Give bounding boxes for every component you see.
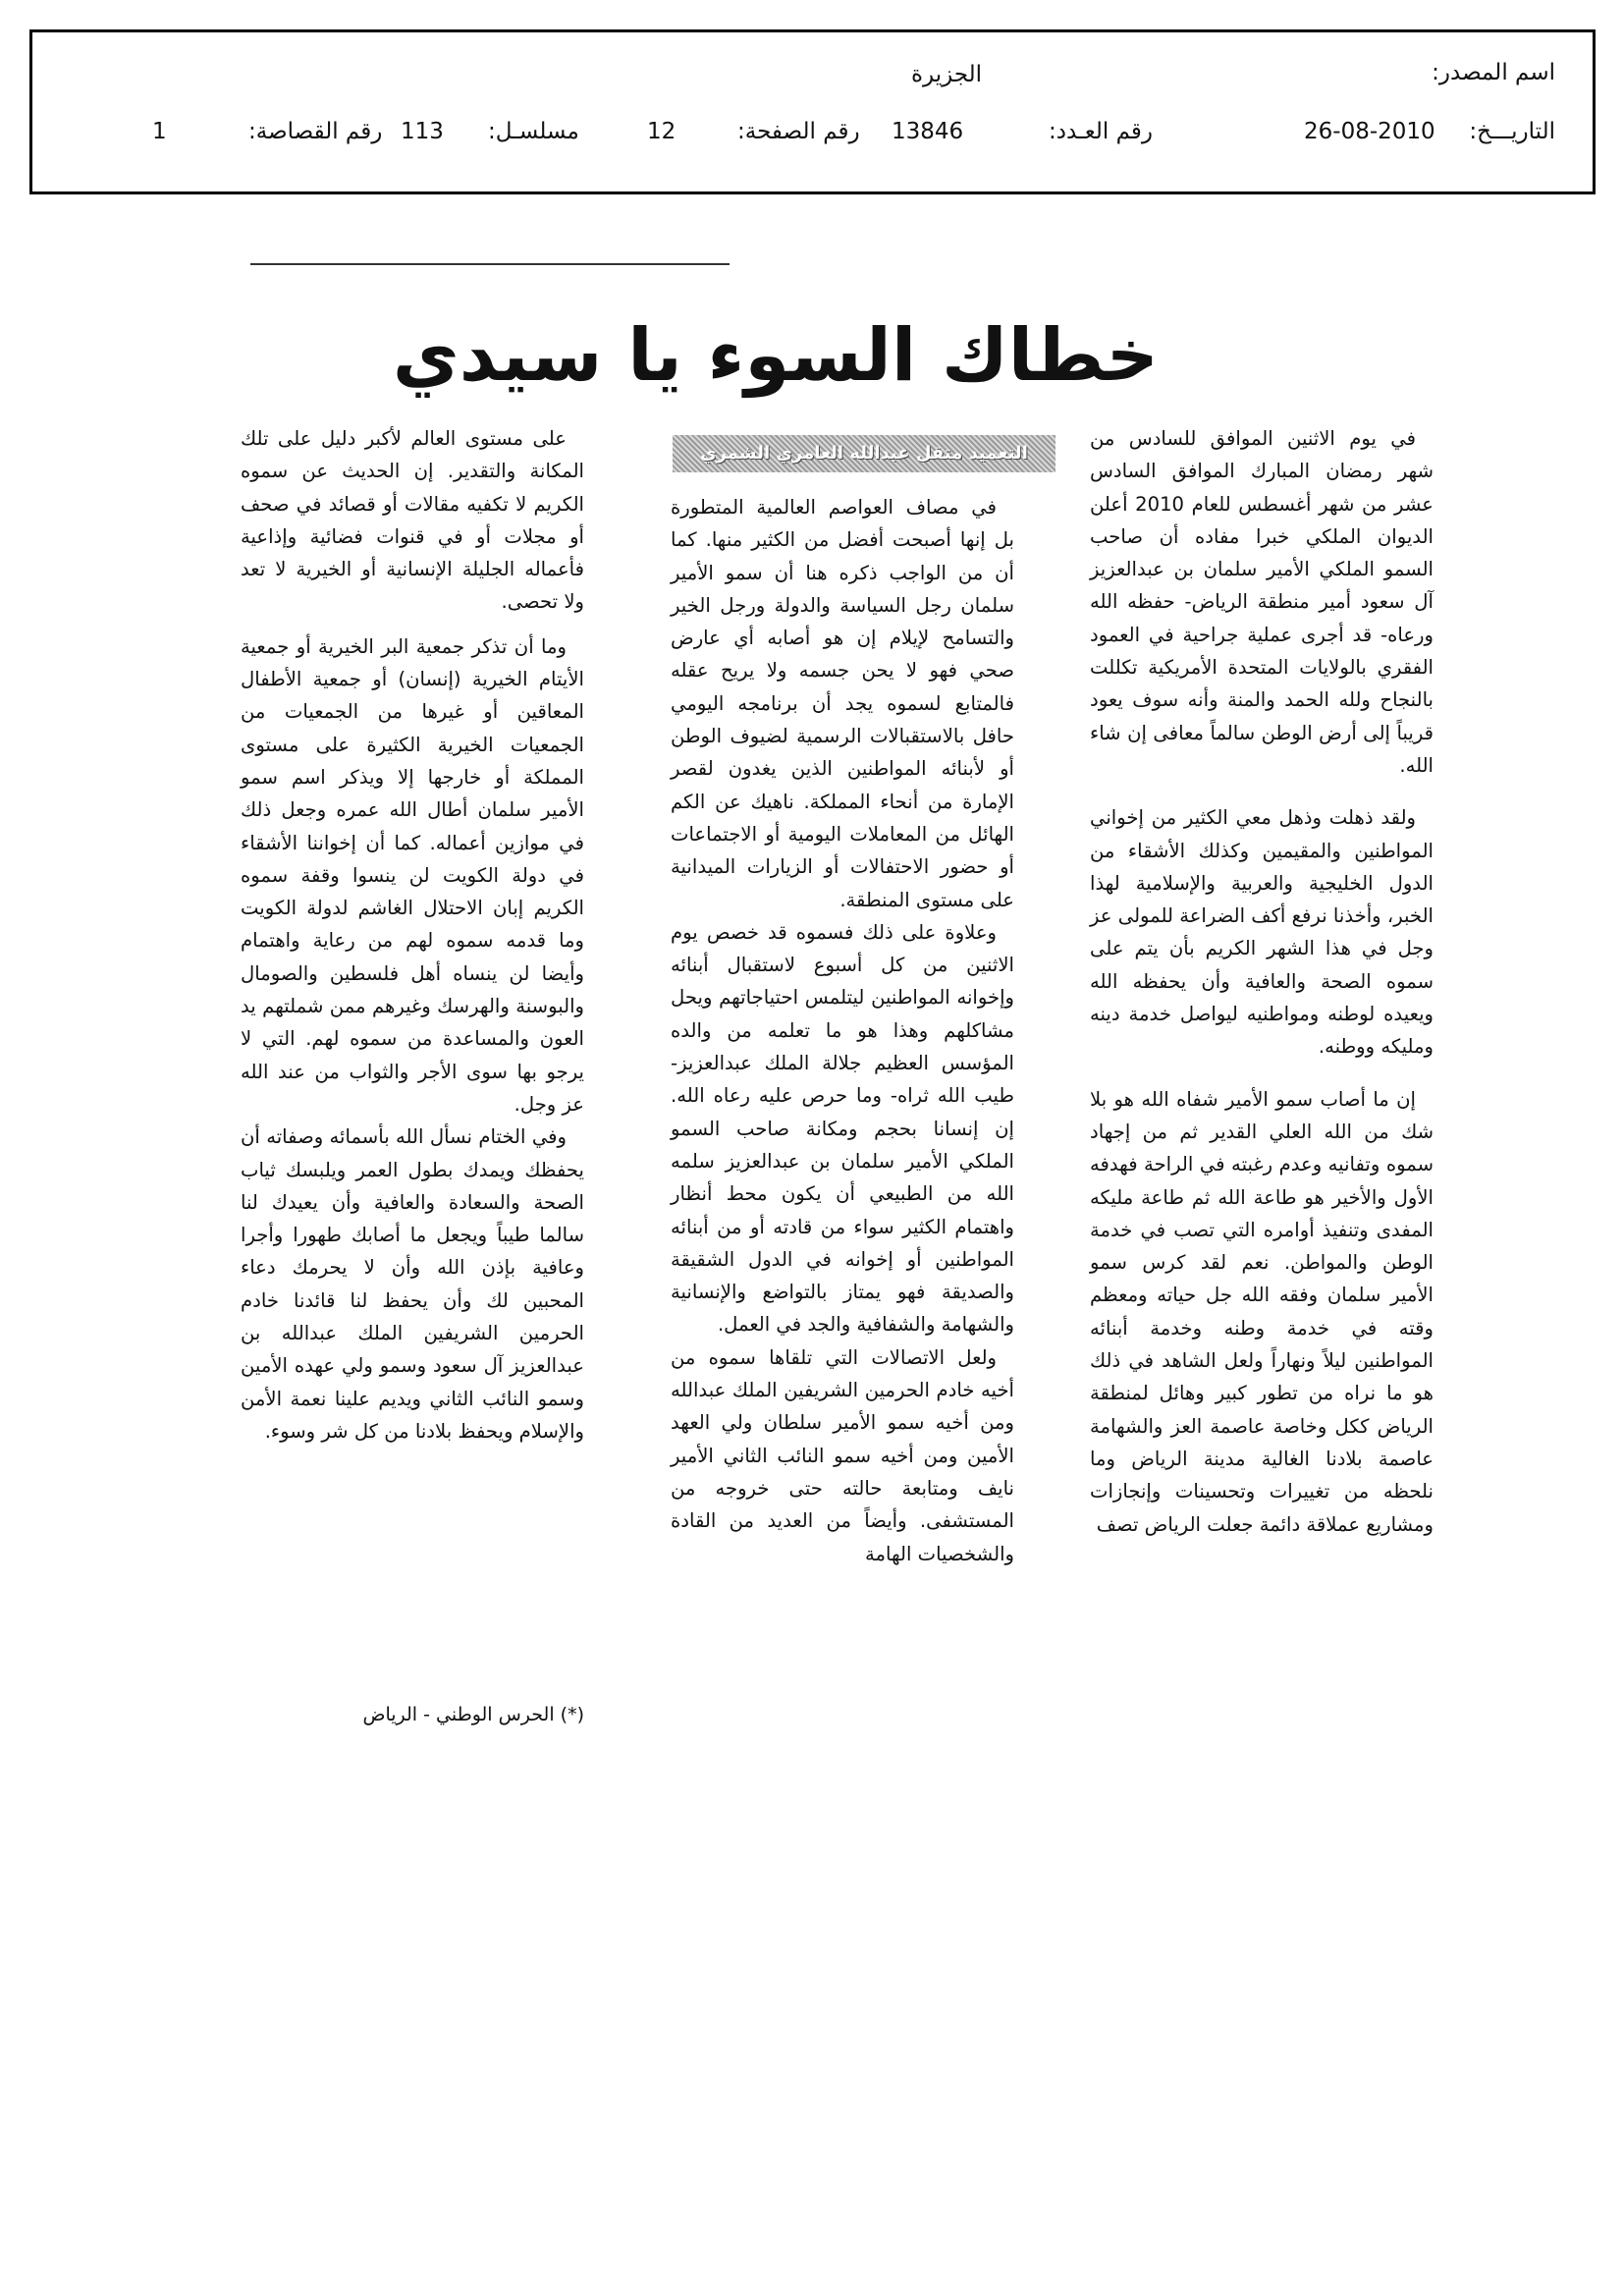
article-column-right (1090, 422, 1434, 1541)
paragraph: ولقد ذهلت وذهل معي الكثير من إخواني المواطنين والمقيمين وكذلك الأشقاء من الدول الخليجية والعربية والإسلامية لهذا الخبر، وأخذنا نرفع أكف الضراعة للمولى عز وجل في هذا الشهر الكريم بأن يتم على سموه الصحة والعافية وأن يحفظه الله ويعيده لوطنه ومواطنيه ليواصل خدمة دينه ومليكه ووطنه. (1090, 806, 1434, 1059)
source-label: اسم المصدر: (1432, 60, 1555, 85)
page-value: 12 (647, 119, 676, 144)
paragraph: إن ما أصاب سمو الأمير شفاه الله هو بلا شك من الله العلي القدير ثم من إجهاد سموه وتفانيه وعدم رغبته في الراحة فهدفه الأول والأخير هو طاعة الله ثم طاعة مليكه المفدى وتنفيذ أوامره التي تصب في خدمة الوطن والمواطن. نعم لقد كرس سمو الأمير سلمان وفقه الله جل حياته ومعظم وقته في خدمة وطنه وخدمة أبنائه المواطنين ليلاً ونهاراً ولعل الشاهد في ذلك هو ما نراه من تطور كبير وهائل لمنطقة الرياض ككل وخاصة عاصمة العز والشهامة عاصمة بلادنا الغالية مدينة الرياض وما نلحظه من تغييرات وتحسينات وإنجازات ومشاريع عملاقة دائمة جعلت الرياض تصف (1090, 1087, 1434, 1536)
clip-value: 1 (152, 119, 167, 144)
clip-label: رقم القصاصة: (248, 119, 383, 144)
author-footnote: (*) الحرس الوطني - الرياض (362, 1704, 584, 1725)
article-column-left (241, 422, 584, 1448)
paragraph: وعلاوة على ذلك فسموه قد خصص يوم الاثنين من كل أسبوع لاستقبال أبنائه وإخوانه المواطنين ليتلمس احتياجاتهم ويحل مشاكلهم وهذا هو ما تعلمه من والده المؤسس العظيم جلالة الملك عبدالعزيز- طيب الله ثراه- وما حرص عليه رعاه الله. إن إنسانا بحجم ومكانة صاحب السمو الملكي الأمير سلمان بن عبدالعزيز سلمه الله من الطبيعي أن يكون محط أنظار واهتمام الكثير سواء من قادته أو من أبنائه المواطنين أو إخوانه في الدول الشقيقة والصديقة فهو يمتاز بالتواضع والإنسانية والشهامة والشفافية والجد في العمل. (671, 920, 1014, 1337)
paragraph: ولعل الاتصالات التي تلقاها سموه من أخيه خادم الحرمين الشريفين الملك عبدالله ومن أخيه سمو الأمير سلطان ولي العهد الأمين ومن أخيه سمو النائب الثاني الأمير نايف ومتابعة حالته حتى خروجه من المستشفى. وأيضاً من العديد من القادة والشخصيات الهامة (671, 1345, 1014, 1565)
issue-value: 13846 (892, 119, 964, 144)
article-headline: خطاك السوء يا سيدي (392, 313, 1159, 398)
serial-label: مسلسـل: (488, 119, 579, 144)
article-column-middle (671, 491, 1014, 1570)
page-label: رقم الصفحة: (737, 119, 860, 144)
paragraph: على مستوى العالم لأكبر دليل على تلك المكانة والتقدير. إن الحديث عن سموه الكريم لا تكفيه مقالات أو قصائد في صحف أو مجلات أو في قنوات فضائية وإذاعية فأعماله الجليلة الإنسانية أو الخيرية لا تعد ولا تحصى. (241, 427, 584, 614)
date-label: التاريـــخ: (1469, 119, 1555, 144)
paragraph: وما أن تذكر جمعية البر الخيرية أو جمعية الأيتام الخيرية (إنسان) أو جمعية الأطفال المعاقين أو غيرها من الجمعيات من الجمعيات الخيرية الكثيرة على مستوى المملكة أو خارجها إلا ويذكر اسم سمو الأمير سلمان أطال الله عمره وجعل ذلك في موازين أعماله. كما أن إخواننا الأشقاء في دولة الكويت لن ينسوا وقفة سموه الكريم إبان الاحتلال الغاشم لدولة الكويت وما قدمه سموه لهم من رعاية واهتمام وأيضا لن ينساه أهل فلسطين والصومال والبوسنة والهرسك وغيرهم ممن شملتهم يد العون والمساعدة من سموه لهم. التي لا يرجو بها سوى الأجر والثواب من عند الله عز وجل. (241, 634, 584, 1116)
date-value: 26-08-2010 (1304, 119, 1435, 144)
clipping-header (29, 29, 1596, 194)
paragraph: في مصاف العواصم العالمية المتطورة بل إنها أصبحت أفضل من الكثير منها. كما أن من الواجب ذكره هنا أن سمو الأمير سلمان رجل السياسة والدولة ورجل الخير والتسامح لإيلام إن هو أصابه أي عارض صحي فهو لا يحن جسمه ولا يريح عقله فالمتابع لسموه يجد أن برنامجه اليومي حافل بالاستقبالات الرسمية لضيوف الوطن أو لأبنائه المواطنين الذين يغدون لقصر الإمارة من أنحاء المملكة. ناهيك عن الكم الهائل من المعاملات اليومية أو الاجتماعات أو حضور الاحتفالات أو الزيارات الميدانية على مستوى المنطقة. (671, 496, 1014, 911)
serial-value: 113 (401, 119, 444, 144)
paragraph: في يوم الاثنين الموافق للسادس من شهر رمضان المبارك الموافق السادس عشر من شهر أغسطس للعام 2010 أعلن الديوان الملكي خبرا مفاده أن صاحب السمو الملكي الأمير سلمان بن عبدالعزيز آل سعود أمير منطقة الرياض- حفظه الله ورعاه- قد أجرى عملية جراحية في العمود الفقري بالولايات المتحدة الأمريكية تكللت بالنجاح ولله الحمد والمنة وأنه سوف يعود قريباً إلى أرض الوطن سالماً معافى إن شاء الله. (1090, 427, 1434, 777)
issue-label: رقم العـدد: (1049, 119, 1154, 144)
top-rule (250, 263, 730, 265)
author-byline: التعميد متقل عبدالله العامري الشمري (673, 435, 1055, 472)
paragraph: وفي الختام نسأل الله بأسمائه وصفاته أن يحفظك ويمدك بطول العمر ويلبسك ثياب الصحة والسعادة والعافية وأن يعيدك لنا سالما طيباً ويجعل ما أصابك طهورا وأجرا وعافية بإذن الله وأن لا يحرمك دعاء المحبين لك وأن يحفظ لنا قائدنا خادم الحرمين الشريفين الملك عبدالله بن عبدالعزيز آل سعود وسمو ولي عهده الأمين وسمو النائب الثاني ويديم علينا نعمة الأمن والإسلام ويحفظ بلادنا من كل شر وسوء. (241, 1125, 584, 1443)
source-name: الجزيرة (911, 62, 983, 87)
